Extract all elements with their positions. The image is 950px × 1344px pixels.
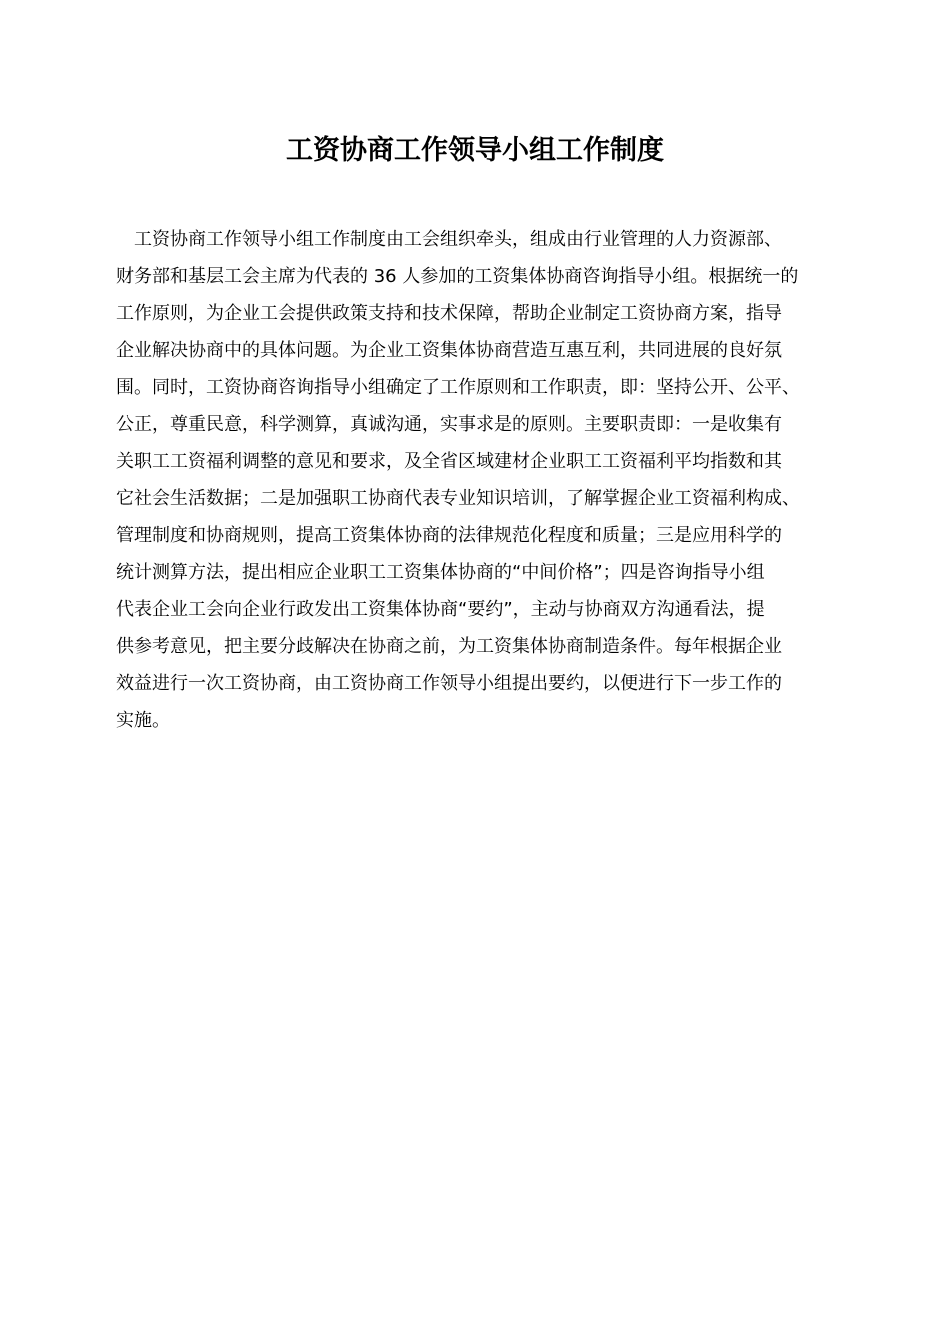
body-line: 公正，尊重民意，科学测算，真诚沟通，实事求是的原则。主要职责即：一是收集有 <box>116 414 782 435</box>
body-line: 实施。 <box>116 710 170 731</box>
body-line: 代表企业工会向企业行政发出工资集体协商“要约”，主动与协商双方沟通看法，提 <box>116 599 765 620</box>
body-line: 效益进行一次工资协商，由工资协商工作领导小组提出要约，以便进行下一步工作的 <box>116 673 782 694</box>
body-line: 统计测算方法，提出相应企业职工工资集体协商的“中间价格”；四是咨询指导小组 <box>116 562 765 583</box>
body-line: 工作原则，为企业工会提供政策支持和技术保障，帮助企业制定工资协商方案，指导 <box>116 303 782 324</box>
body-line: 关职工工资福利调整的意见和要求，及全省区域建材企业职工工资福利平均指数和其 <box>116 451 782 472</box>
body-line: 供参考意见，把主要分歧解决在协商之前，为工资集体协商制造条件。每年根据企业 <box>116 636 782 657</box>
body-line: 工资协商工作领导小组工作制度由工会组织牵头，组成由行业管理的人力资源部、 <box>134 229 782 250</box>
body-line: 财务部和基层工会主席为代表的 36 人参加的工资集体协商咨询指导小组。根据统一的 <box>116 266 799 287</box>
body-line: 它社会生活数据；二是加强职工协商代表专业知识培训，了解掌握企业工资福利构成、 <box>116 488 800 509</box>
body-line: 管理制度和协商规则，提高工资集体协商的法律规范化程度和质量；三是应用科学的 <box>116 525 782 546</box>
body-line: 围。同时，工资协商咨询指导小组确定了工作原则和工作职责，即：坚持公开、公平、 <box>116 377 800 398</box>
body-line: 企业解决协商中的具体问题。为企业工资集体协商营造互惠互利，共同进展的良好氛 <box>116 340 782 361</box>
document-title: 工资协商工作领导小组工作制度 <box>286 135 664 166</box>
